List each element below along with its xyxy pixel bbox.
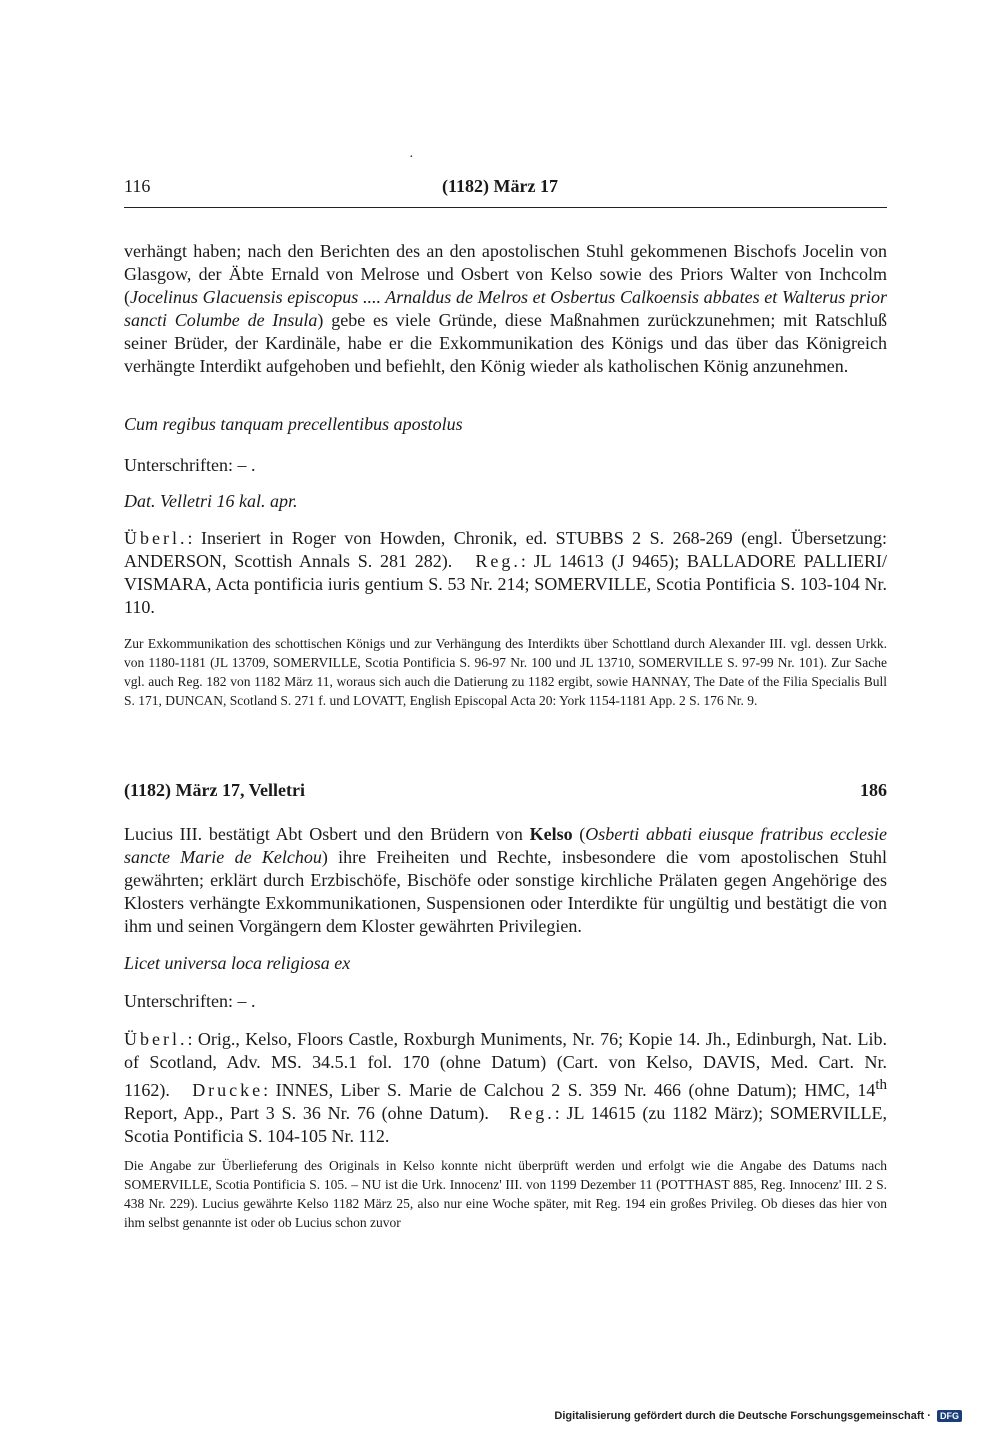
header-rule <box>124 207 887 208</box>
latin-names: Jocelinus Glacuensis episcopus .... Arnaldus de Melros et Osbertus Calkoensis abbates et Walterus prior sancti Columbe de Insula <box>124 287 887 330</box>
entry-185-note: Zur Exkommunikation des schottischen Königs und zur Verhängung des Interdikts über Schottland durch Alexander III. vgl. dessen Urkk. von 1180-1181 (JL 13709, SOMERVILLE, Scotia Pontificia S. 96-97 Nr. 100 und JL 13710, SOMERVILLE S. 97-99 Nr. 101). Zur Sache vgl. auch Reg. 182 von 1182 März 11, woraus sich auch die Datierung zu 1182 ergibt, sowie HANNAY, The Date of the Filia Specialis Bull S. 171, DUNCAN, Scotland S. 271 f. und LOVATT, English Episcopal Acta 20: York 1154-1181 App. 2 S. 176 Nr. 9. <box>124 636 887 708</box>
entry-186-heading: (1182) März 17, Velletri 186 <box>124 780 887 800</box>
entry-185-summary: verhängt haben; nach den Berichten des an den apostolischen Stuhl gekommenen Bischofs Jocelin von Glasgow, der Äbte Ernald von Melrose und Osbert von Kelso sowie des Priors Walter von Inchcolm (Jocelinus Glacuensis episcopus .... Arnaldus de Melros et Osbertus Calkoensis abbates et Walterus prior sancti Columbe de Insula) gebe es viele Gründe, diese Maßnahmen zurückzunehmen; mit Ratschluß seiner Brüder, der Kardinäle, habe er die Exkommunikation des Königs und das über das Königreich verhängte Interdikt aufgehoben und befiehlt, den König wieder als katholischen König anzunehmen. <box>124 241 887 376</box>
page-number: 116 <box>124 176 151 196</box>
funding-credit: Digitalisierung gefördert durch die Deutsche Forschungsgemeinschaft · DFG <box>554 1410 962 1422</box>
entry-186-note: Die Angabe zur Überlieferung des Originals in Kelso konnte nicht überprüft werden und erfolgt wie die Angabe des Datums nach SOMERVILLE, Scotia Pontificia S. 105. – NU ist die Urk. Innocenz' III. von 1199 Dezember 11 (POTTHAST 885, Reg. Innocenz' III. 2 S. 438 Nr. 229). Lucius gewährte Kelso 1182 März 25, also nur eine Woche später, mit Reg. 194 ein großes Privileg. Ob dieses das hier von ihm selbst genannte ist oder ob Lucius schon zuvor <box>124 1158 887 1230</box>
dfg-logo: DFG <box>937 1410 962 1422</box>
latin-address: Osberti abbati eiusque fratribus ecclesie sancte Marie de Kelchou <box>124 824 887 867</box>
header-title: (1182) März 17 <box>442 176 558 196</box>
entry-186-incipit: Licet universa loca religiosa ex <box>124 953 351 973</box>
entry-186-summary: Lucius III. bestätigt Abt Osbert und den Brüdern von Kelso (Osberti abbati eiusque fratribus ecclesie sancte Marie de Kelchou) ihre Freiheiten und Rechte, insbesondere die vom apostolischen Stuhl gewährten; erklärt durch Erzbischöfe, Bischöfe oder sonstige kirchliche Prälaten gegen Angehörige des Klosters verhängte Exkommunikationen, Suspensionen oder Interdikte für ungültig und bestätigt die von ihm und seinen Vorgängern dem Kloster gewährten Privilegien. <box>124 824 888 936</box>
entry-186-subscriptions: Unterschriften: – . <box>124 991 256 1011</box>
entry-185-tradition: Überl.: Inseriert in Roger von Howden, Chronik, ed. STUBBS 2 S. 268-269 (engl. Übersetzung: ANDERSON, Scottish Annals S. 281 282). Reg.: JL 14613 (J 9465); BALLADORE PALLIERI/ VISMARA, Acta pontificia iuris gentium S. 53 Nr. 214; SOMERVILLE, Scotia Pontificia S. 103-104 Nr. 110. <box>124 528 887 617</box>
entry-185-subscriptions: Unterschriften: – . <box>124 455 256 475</box>
entry-185-dating: Dat. Velletri 16 kal. apr. <box>124 491 298 511</box>
entry-185-incipit: Cum regibus tanquam precellentibus apostolus <box>124 414 463 434</box>
stray-mark: · <box>409 150 414 165</box>
entry-186-tradition: Überl.: Orig., Kelso, Floors Castle, Roxburgh Muniments, Nr. 76; Kopie 14. Jh., Edinburgh, Nat. Lib. of Scotland, Adv. MS. 34.5.1 fol. 170 (ohne Datum) (Cart. von Kelso, DAVIS, Med. Cart. Nr. 1162). Drucke: INNES, Liber S. Marie de Calchou 2 S. 359 Nr. 466 (ohne Datum); HMC, 14th Report, App., Part 3 S. 36 Nr. 76 (ohne Datum). Reg.: JL 14615 (zu 1182 März); SOMERVILLE, Scotia Pontificia S. 104-105 Nr. 112. <box>124 1029 888 1146</box>
running-header <box>124 176 887 202</box>
recipient-name: Kelso <box>529 824 573 844</box>
entry-number: 186 <box>860 780 887 800</box>
